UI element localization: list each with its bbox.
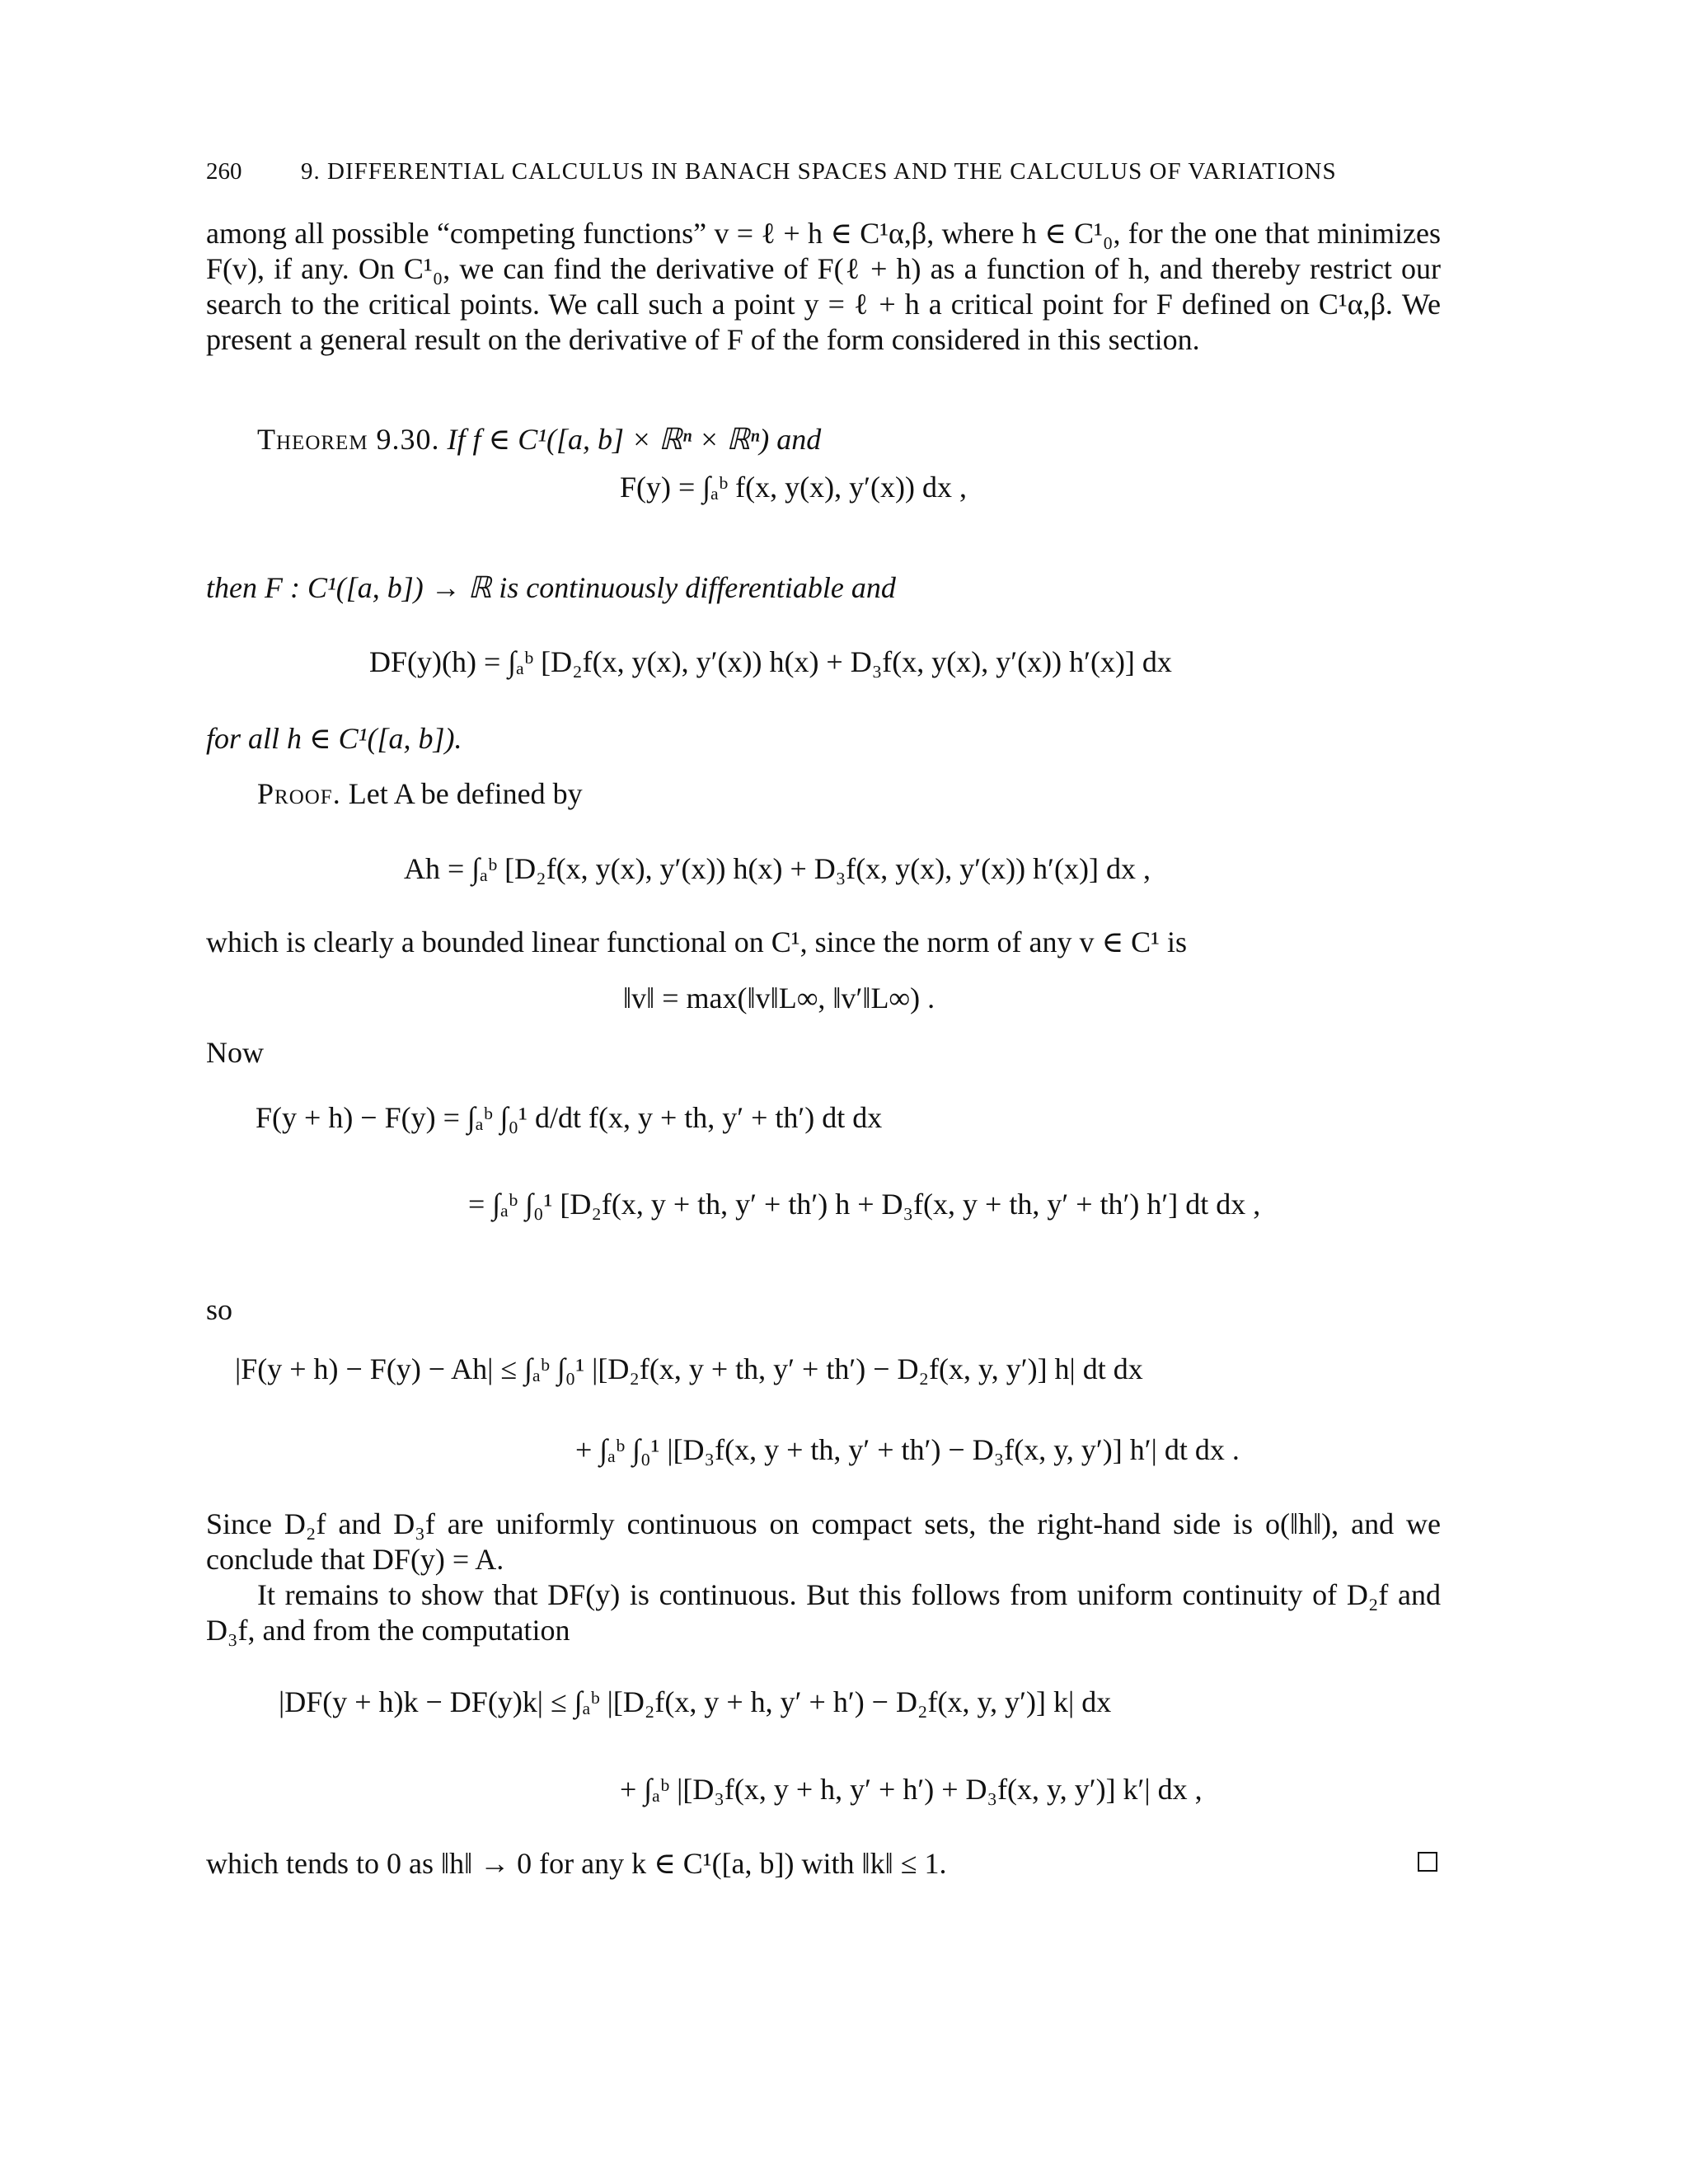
theorem-for-all-text: for all h ∈ C¹([a, b]). [206,722,462,755]
bounded-paragraph: which is clearly a bounded linear functional on C¹, since the norm of any v ∈ C¹ is [206,926,1187,958]
equation-difference-line-1: F(y + h) − F(y) = ∫ₐᵇ ∫₀¹ d/dt f(x, y + th, y′ + th′) dt dx [256,1101,883,1134]
theorem-conclusion [206,570,1441,606]
qed-box-icon [1418,1852,1437,1872]
proof-intro-text: Let A be defined by [348,777,583,810]
equation-continuity-line-2: + ∫ₐᵇ |[D₃f(x, y + h, y′ + h′) + D₃f(x, y, y′)] k′| dx , [620,1773,1203,1806]
equation-A: Ah = ∫ₐᵇ [D₂f(x, y(x), y′(x)) h(x) + D₃f(x, y(x), y′(x)) h′(x)] dx , [404,852,1151,885]
theorem-statement [206,422,1441,457]
equation-DF: DF(y)(h) = ∫ₐᵇ [D₂f(x, y(x), y′(x)) h(x) + D₃f(x, y(x), y′(x)) h′(x)] dx [369,645,1172,678]
remains-paragraph: It remains to show that DF(y) is continuous. But this follows from uniform continuity of D₂f and D₃f, and from the computation [206,1578,1441,1647]
theorem-for-all [206,721,1441,757]
so-label: so [206,1293,233,1326]
theorem-label: Theorem 9.30. [257,423,440,456]
tends-paragraph: which tends to 0 as ‖h‖ → 0 for any k ∈ C¹([a, b]) with ‖k‖ ≤ 1. [206,1847,947,1880]
now-label: Now [206,1036,264,1069]
running-title: 9. DIFFERENTIAL CALCULUS IN BANACH SPACES AND THE CALCULUS OF VARIATIONS [301,158,1337,185]
equation-bound-line-2: + ∫ₐᵇ ∫₀¹ |[D₃f(x, y + th, y′ + th′) − D₃f(x, y, y′)] h′| dt dx . [575,1433,1240,1466]
theorem-conclusion-text: then F : C¹([a, b]) → ℝ is continuously differentiable and [206,571,896,604]
equation-continuity-line-1: |DF(y + h)k − DF(y)k| ≤ ∫ₐᵇ |[D₂f(x, y + h, y′ + h′) − D₂f(x, y, y′)] k| dx [279,1685,1112,1718]
page-number: 260 [206,158,242,185]
since-paragraph: Since D₂f and D₃f are uniformly continuous on compact sets, the right-hand side is o(‖h‖), and we conclude that DF(y) = A. [206,1507,1441,1576]
equation-F: F(y) = ∫ₐᵇ f(x, y(x), y′(x)) dx , [620,471,967,504]
proof-intro [206,776,1441,812]
equation-norm: ‖v‖ = max(‖v‖L∞, ‖v′‖L∞) . [623,982,935,1015]
equation-difference-line-2: = ∫ₐᵇ ∫₀¹ [D₂f(x, y + th, y′ + th′) h + D₃f(x, y + th, y′ + th′) h′] dt dx , [468,1188,1261,1221]
intro-paragraph: among all possible “competing functions” v = ℓ + h ∈ C¹α,β, where h ∈ C¹₀, for the one that minimizes F(v), if any. On C¹₀, we can find the derivative of F(ℓ + h) as a function of h, and thereby restrict our search to the critical points. We call such a point y = ℓ + h a critical point for F defined on C¹α,β. We present a general result on the derivative of F of the form considered in this section. [206,217,1441,356]
equation-bound-line-1: |F(y + h) − F(y) − Ah| ≤ ∫ₐᵇ ∫₀¹ |[D₂f(x, y + th, y′ + th′) − D₂f(x, y, y′)] h| dt dx [235,1352,1143,1385]
theorem-hypothesis: If f ∈ C¹([a, b] × ℝⁿ × ℝⁿ) and [447,423,822,456]
proof-label: Proof. [257,777,341,810]
